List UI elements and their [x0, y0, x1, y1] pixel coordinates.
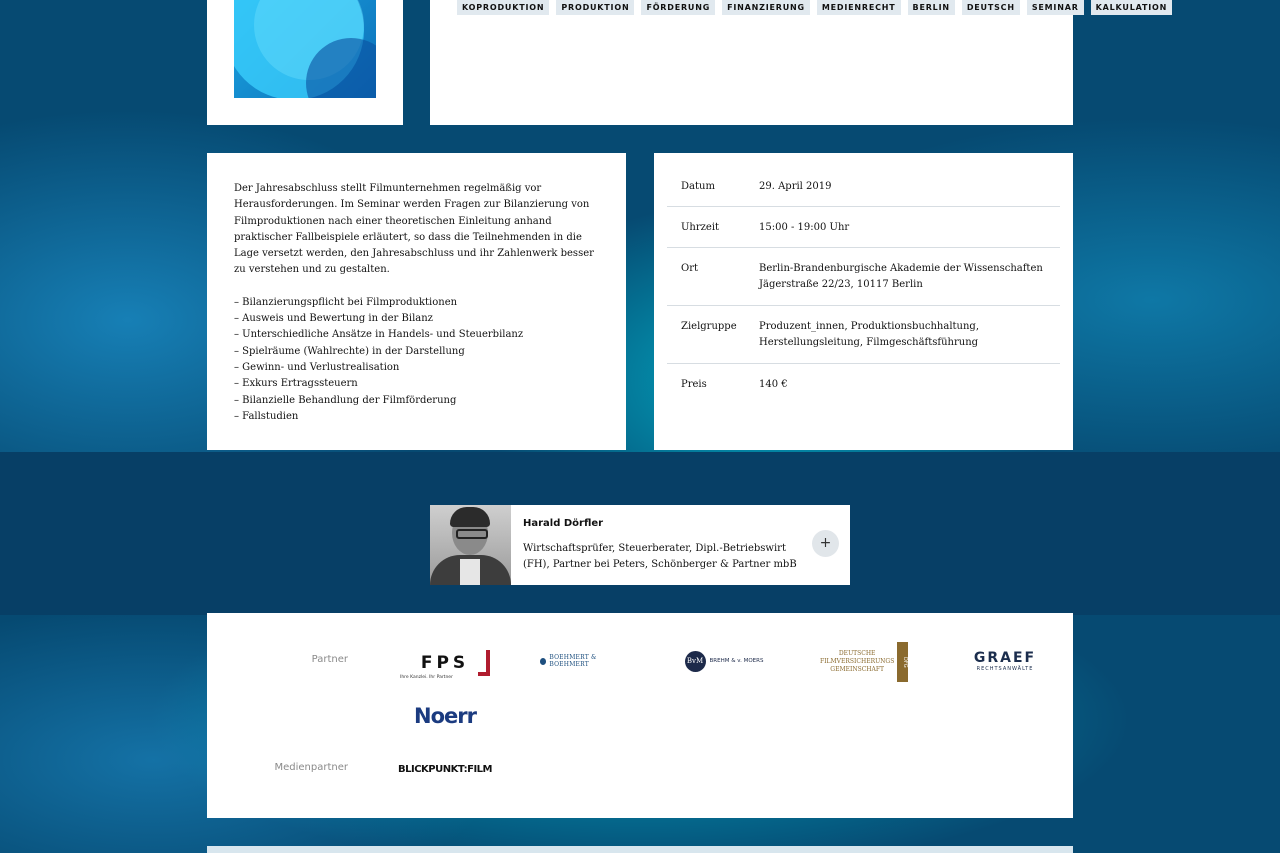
zielgruppe-value-line2: Herstellungsleitung, Filmgeschäftsführung	[759, 337, 979, 349]
info-row-preis	[667, 377, 1060, 404]
datum-label: Datum	[681, 181, 715, 192]
uhrzeit-label: Uhrzeit	[681, 222, 720, 233]
noerr-logo[interactable]: Noerr	[414, 704, 476, 728]
fps-logo[interactable]	[400, 648, 490, 678]
boehmert-logo-text: BOEHMERT & BOEHMERT	[549, 654, 597, 668]
graef-logo-text: GRAEF	[973, 649, 1037, 666]
graef-logo[interactable]	[967, 648, 1043, 674]
ort-value-line2: Jägerstraße 22/23, 10117 Berlin	[759, 279, 923, 291]
speaker-role: Wirtschaftsprüfer, Steuerberater, Dipl.-Betriebswirt (FH), Partner bei Peters, Schönberger & Partner mbB	[523, 543, 797, 571]
topic-item: – Spielräume (Wahlrechte) in der Darstellung	[234, 345, 465, 357]
zielgruppe-value-line1: Produzent_innen, Produktionsbuchhaltung,	[759, 321, 980, 332]
fps-logo-tagline: Ihre Kanzlei. Ihr Partner	[400, 675, 453, 680]
description-text: Der Jahresabschluss stellt Filmunternehmen regelmäßig vor Herausforderungen. Im Seminar werden Fragen zur Bilanzierung von Filmproduktionen nach einer theoretischen Einleitung anhand praktischer Fallbeispiele erläutert, so dass die Teilnehmenden in die Lage versetzt werden, den Jahresabschluss und ihr Zahlenwerk besser zu verstehen und zu gestalten.	[234, 183, 594, 276]
info-row-zielgruppe	[667, 319, 1060, 364]
dfg-logo[interactable]	[820, 641, 908, 683]
tag-finanzierung[interactable]: FINANZIERUNG	[722, 0, 810, 15]
zielgruppe-label: Zielgruppe	[681, 321, 737, 332]
boehmert-logo[interactable]	[540, 653, 630, 669]
info-row-uhrzeit	[667, 220, 1060, 248]
event-image	[234, 0, 376, 98]
info-row-datum	[667, 179, 1060, 207]
topic-item: – Exkurs Ertragssteuern	[234, 378, 358, 390]
event-info-card	[654, 153, 1073, 450]
tag-produktion[interactable]: PRODUKTION	[556, 0, 634, 15]
description-card	[207, 153, 626, 450]
dfg-line2: FILMVERSICHERUNGS	[820, 658, 895, 665]
tag-foerderung[interactable]: FÖRDERUNG	[641, 0, 715, 15]
preis-label: Preis	[681, 379, 707, 390]
media-partner-label: Medienpartner	[274, 762, 348, 773]
partner-label: Partner	[311, 654, 348, 665]
dfg-line3: GEMEINSCHAFT	[830, 666, 885, 673]
speaker-name: Harald Dörfler	[523, 518, 604, 529]
tag-koproduktion[interactable]: KOPRODUKTION	[457, 0, 549, 15]
topic-item: – Fallstudien	[234, 410, 299, 422]
topic-item: – Gewinn- und Verlustrealisation	[234, 361, 400, 373]
tag-seminar[interactable]: SEMINAR	[1027, 0, 1084, 15]
graef-logo-sub: RECHTSANWÄLTE	[976, 665, 1034, 672]
speaker-card	[430, 505, 850, 585]
topic-item: – Ausweis und Bewertung in der Bilanz	[234, 313, 433, 325]
topic-item: – Unterschiedliche Ansätze in Handels- und Steuerbilanz	[234, 329, 524, 341]
zielgruppe-value	[759, 319, 1049, 352]
tag-kalkulation[interactable]: KALKULATION	[1091, 0, 1172, 15]
topic-list	[234, 295, 604, 425]
speaker-expand-button[interactable]: +	[812, 530, 839, 557]
description	[234, 181, 604, 425]
bvm-logo-mark: BvM	[685, 651, 706, 672]
info-row-ort	[667, 261, 1060, 306]
topic-item: – Bilanzierungspflicht bei Filmproduktionen	[234, 296, 458, 308]
partners-card	[207, 613, 1073, 818]
tag-berlin[interactable]: BERLIN	[908, 0, 955, 15]
bvm-logo-text: BREHM & v. MOERS	[709, 658, 764, 664]
bvm-logo[interactable]	[683, 650, 765, 672]
dfg-logo-text	[820, 650, 894, 674]
boehmert-dot-icon	[540, 658, 546, 665]
speaker-avatar	[430, 505, 511, 585]
event-image-card	[207, 0, 403, 125]
dfg-logo-mark: DFG	[897, 642, 908, 682]
uhrzeit-value: 15:00 - 19:00 Uhr	[759, 222, 850, 233]
tag-deutsch[interactable]: DEUTSCH	[962, 0, 1020, 15]
ort-label: Ort	[681, 263, 698, 274]
tag-medienrecht[interactable]: MEDIENRECHT	[817, 0, 901, 15]
dfg-line1: DEUTSCHE	[838, 650, 876, 657]
ort-value	[759, 261, 1049, 294]
tags-card	[430, 0, 1168, 125]
datum-value: 29. April 2019	[759, 181, 832, 192]
next-section-strip	[207, 846, 1073, 853]
tag-list	[457, 0, 1172, 15]
blickpunkt-film-logo[interactable]: BLICKPUNKT:FILM	[397, 763, 493, 775]
fps-logo-text: FPS	[420, 653, 470, 673]
fps-bracket-icon	[478, 650, 490, 676]
ort-value-line1: Berlin-Brandenburgische Akademie der Wissenschaften	[759, 263, 1043, 274]
preis-value: 140 €	[759, 379, 788, 390]
topic-item: – Bilanzielle Behandlung der Filmförderung	[234, 394, 457, 406]
